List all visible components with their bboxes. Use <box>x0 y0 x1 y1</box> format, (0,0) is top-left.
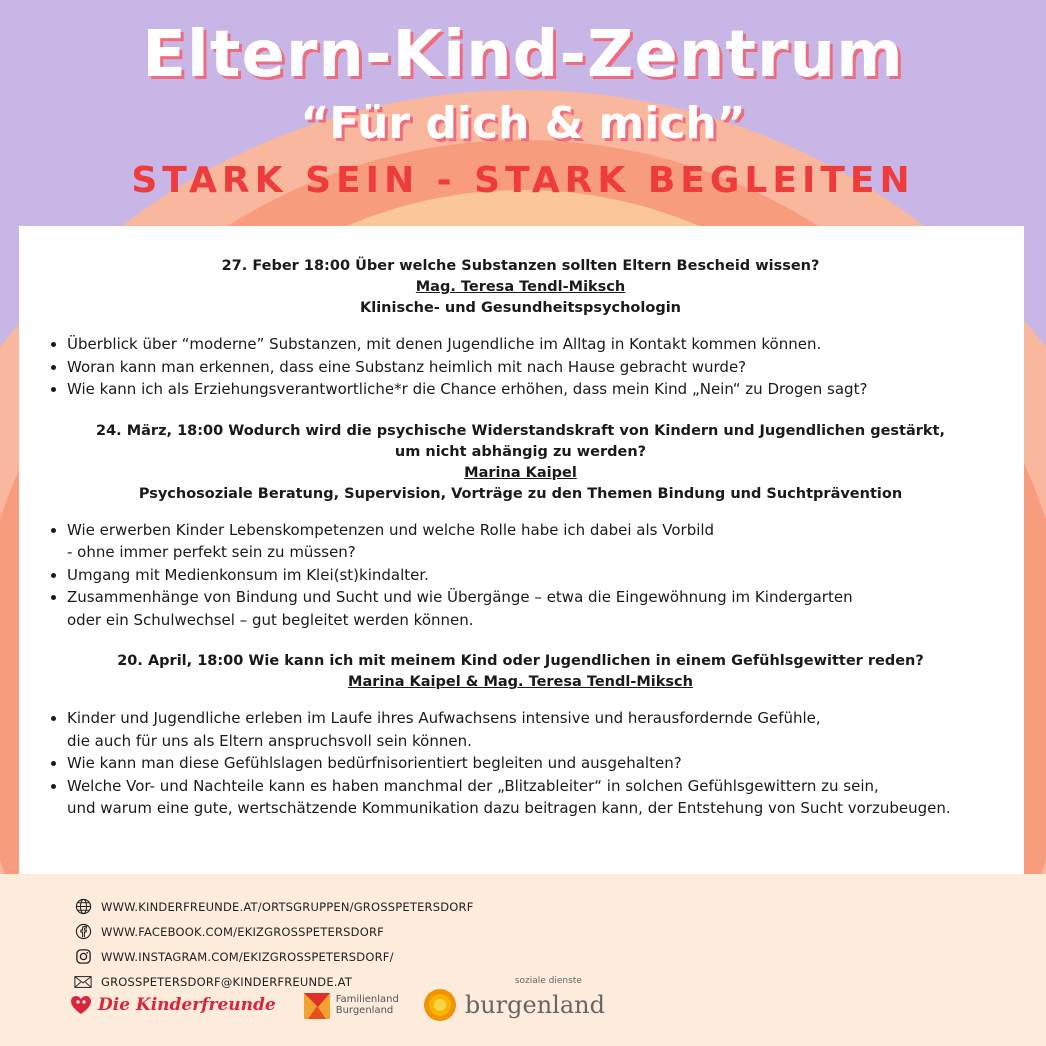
list-item: • Überblick über “moderne” Substanzen, mit denen Jugendliche im Alltag in Kontakt kommen können. <box>67 333 1004 356</box>
list-item: • Wie kann man diese Gefühlslagen bedürfnisorientiert begleiten und ausgehalten? <box>67 752 1004 775</box>
list-item: • Wie erwerben Kinder Lebenskompetenzen und welche Rolle habe ich dabei als Vorbild - ohne immer perfekt sein zu müssen? <box>67 519 1004 564</box>
event-speaker: Mag. Teresa Tendl-Miksch <box>415 279 626 295</box>
kinderfreunde-logo <box>70 995 276 1015</box>
list-item: • Wie kann ich als Erziehungsverantwortliche*r die Chance erhöhen, dass mein Kind „Nein“ zu Drogen sagt? <box>67 378 1004 401</box>
website-link[interactable] <box>74 894 474 919</box>
event-bullet-list <box>37 333 1004 401</box>
program-card <box>19 226 1024 874</box>
globe-icon <box>74 898 92 916</box>
event-1 <box>37 256 1004 401</box>
event-header <box>37 256 1004 319</box>
familienland-text: Familienland <box>335 994 399 1005</box>
facebook-icon <box>74 923 92 941</box>
event-2 <box>37 421 1004 632</box>
tagline: STARK SEIN - STARK BEGLEITEN <box>131 160 915 201</box>
heart-icon <box>70 995 92 1015</box>
event-heading: um nicht abhängig zu werden? <box>394 443 647 460</box>
event-heading: 24. März, 18:00 Wodurch wird die psychische Widerstandskraft von Kindern und Jugendlichen gestärkt, <box>95 422 945 439</box>
instagram-icon <box>74 948 92 966</box>
event-speaker: Marina Kaipel & Mag. Teresa Tendl-Miksch <box>348 674 693 690</box>
list-item: • Zusammenhänge von Bindung und Sucht und wie Übergänge – etwa die Eingewöhnung im Kindergarten oder ein Schulwechsel – gut begleitet werden können. <box>67 586 1004 631</box>
link-text: GROSSPETERSDORF@KINDERFREUNDE.AT <box>101 974 353 989</box>
familienland-icon <box>302 989 332 1021</box>
burgenland-logo <box>423 976 605 1022</box>
event-heading: 20. April, 18:00 Wie kann ich mit meinem Kind oder Jugendlichen in einem Gefühlsgewitter reden? <box>117 653 924 669</box>
event-bullet-list <box>37 707 1004 820</box>
link-text: WWW.KINDERFREUNDE.AT/ORTSGRUPPEN/GROSSPETERSDORF <box>101 899 474 914</box>
event-3 <box>37 651 1004 820</box>
event-speaker-role: Psychosoziale Beratung, Supervision, Vorträge zu den Themen Bindung und Suchtprävention <box>138 485 903 502</box>
familienland-text: Burgenland <box>335 1005 394 1016</box>
burgenland-text: burgenland <box>464 991 605 1019</box>
contact-links <box>74 894 474 994</box>
familienland-logo <box>302 989 399 1021</box>
event-speaker-role: Klinische- und Gesundheitspsychologin <box>359 300 682 316</box>
link-text: WWW.FACEBOOK.COM/EKIZGROSSPETERSDORF <box>101 924 384 939</box>
facebook-link[interactable] <box>74 919 474 944</box>
page-subtitle: “Für dich & mich” <box>300 98 746 149</box>
link-text: WWW.INSTAGRAM.COM/EKIZGROSSPETERSDORF/ <box>101 949 394 964</box>
event-header <box>37 421 1004 505</box>
event-bullet-list <box>37 519 1004 632</box>
list-item: • Umgang mit Medienkonsum im Klei(st)kindalter. <box>67 564 1004 587</box>
list-item: • Welche Vor- und Nachteile kann es haben manchmal der „Blitzableiter“ in solchen Gefühlsgewittern zu sein, und warum eine gute, wertschätzende Kommunikation dazu beitragen kann, der Entstehung von Sucht vorzubeugen. <box>67 775 1004 820</box>
event-header <box>37 651 1004 693</box>
footer <box>0 874 1046 1046</box>
sun-icon <box>423 988 457 1022</box>
list-item: • Woran kann man erkennen, dass eine Substanz heimlich mit nach Hause gebracht wurde? <box>67 356 1004 379</box>
burgenland-subtext: soziale dienste <box>514 976 582 986</box>
event-speaker: Marina Kaipel <box>464 464 577 481</box>
page-title: Eltern-Kind-Zentrum <box>142 18 904 92</box>
event-heading: 27. Feber 18:00 Über welche Substanzen sollten Eltern Bescheid wissen? <box>221 258 820 274</box>
list-item: • Kinder und Jugendliche erleben im Laufe ihres Aufwachsens intensive und herausfordernde Gefühle, die auch für uns als Eltern anspruchsvoll sein können. <box>67 707 1004 752</box>
kinderfreunde-logo-text: Die Kinderfreunde <box>98 995 276 1015</box>
instagram-link[interactable] <box>74 944 474 969</box>
